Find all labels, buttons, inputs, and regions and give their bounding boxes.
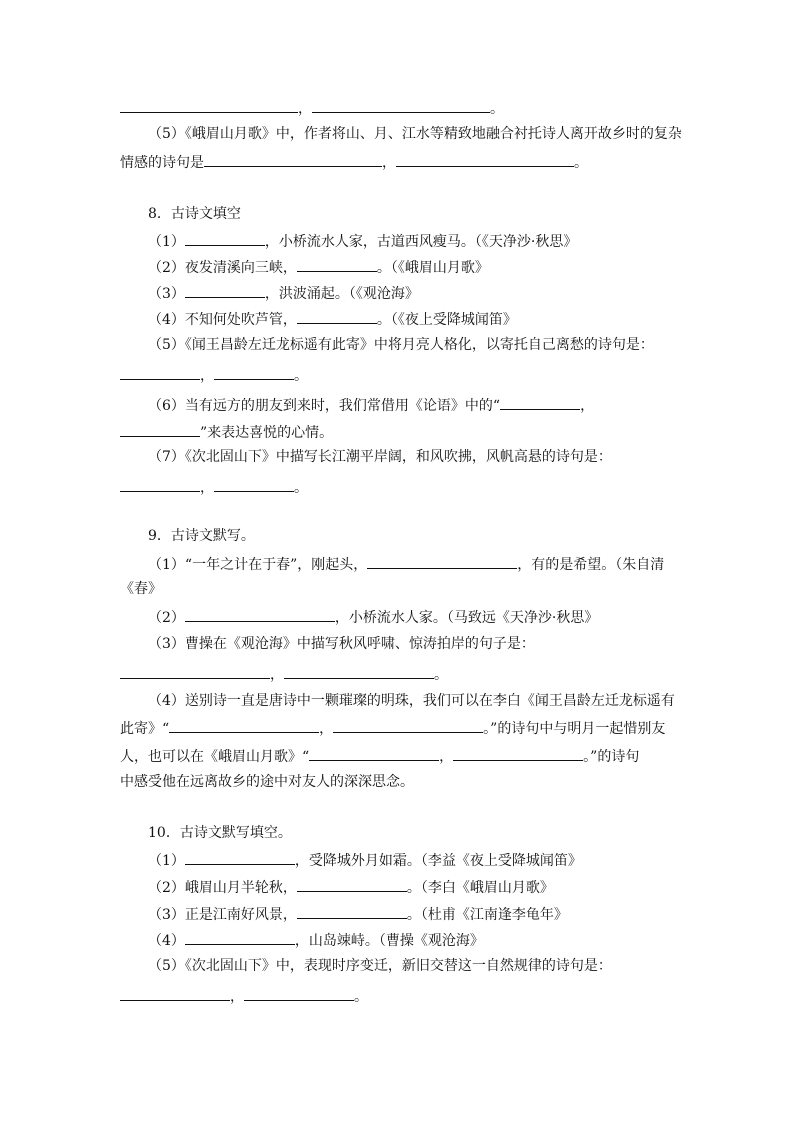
q10-item-4: （4） ，山岛竦峙。（曹操《观沧海》 <box>148 929 484 951</box>
q10-item-5-blanks: ， 。 <box>120 985 368 1007</box>
q8-item-4: （4）不知何处吹芦管， 。（《夜上受降城闻笛》 <box>148 308 517 330</box>
q10-item-1: （1） ，受降城外月如霜。（李益《夜上受降城闻笛》 <box>148 849 582 871</box>
q8-item-7-blanks: ， 。 <box>120 476 308 498</box>
answer-blank[interactable] <box>120 985 230 1001</box>
answer-blank[interactable] <box>367 553 517 569</box>
q8-item-5-blanks: ， 。 <box>120 364 308 386</box>
q9-item-3: （3）曹操在《观沧海》中描写秋风呼啸、惊涛拍岸的句子是： <box>148 636 535 652</box>
answer-blank[interactable] <box>185 282 265 298</box>
q9-item-1-cont: 《春》 <box>120 581 162 597</box>
answer-blank[interactable] <box>169 717 319 733</box>
q9-item-3-blanks: ， 。 <box>120 663 448 685</box>
q9-item-4: （4）送别诗一直是唐诗中一颗璀璨的明珠，我们可以在李白《闻王昌龄左迁龙标遥有 <box>148 693 675 709</box>
answer-blank[interactable] <box>185 849 295 865</box>
answer-blank[interactable] <box>333 717 483 733</box>
q9-title: 9．古诗文默写。 <box>148 528 255 544</box>
answer-blank[interactable] <box>297 903 407 919</box>
q8-item-3: （3） ，洪波涌起。（《观沧海》 <box>148 282 419 304</box>
answer-blank[interactable] <box>185 929 295 945</box>
answer-blank[interactable] <box>185 230 265 246</box>
answer-blank[interactable] <box>214 364 294 380</box>
q7-line-blanks: ， 。 <box>120 97 504 119</box>
answer-blank[interactable] <box>185 606 335 622</box>
q7-item-5-cont: 情感的诗句是 ， 。 <box>120 151 588 173</box>
q8-item-1: （1） ，小桥流水人家，古道西风瘦马。（《天净沙·秋思》 <box>148 230 577 252</box>
q8-item-2: （2）夜发清溪向三峡， 。（《峨眉山月歌》 <box>148 256 489 278</box>
q9-item-1: （1）“一年之计在于春”，刚起头， ，有的是希望。（朱自清 <box>148 553 664 575</box>
q9-item-2: （2） ，小桥流水人家。（马致远《天净沙·秋思》 <box>148 606 598 628</box>
answer-blank[interactable] <box>396 151 574 167</box>
answer-blank[interactable] <box>309 745 439 761</box>
q8-item-6-cont: ”来表达喜悦的心情。 <box>120 421 333 443</box>
answer-blank[interactable] <box>312 97 490 113</box>
q10-item-2: （2）峨眉山月半轮秋， 。（李白《峨眉山月歌》 <box>148 876 554 898</box>
answer-blank[interactable] <box>297 256 377 272</box>
answer-blank[interactable] <box>120 476 200 492</box>
q10-title: 10．古诗文默写填空。 <box>148 825 292 841</box>
answer-blank[interactable] <box>204 151 382 167</box>
answer-blank[interactable] <box>500 394 580 410</box>
answer-blank[interactable] <box>453 745 583 761</box>
q7-item-5: （5）《峨眉山月歌》中，作者将山、月、江水等精致地融合衬托诗人离开故乡时的复杂 <box>148 126 682 142</box>
q9-item-4-line-3: 人，也可以在《峨眉山月歌》“ ， 。”的诗句 <box>120 745 639 767</box>
q8-title: 8．古诗文填空 <box>148 206 241 222</box>
answer-blank[interactable] <box>214 476 294 492</box>
answer-blank[interactable] <box>120 663 270 679</box>
answer-blank[interactable] <box>297 876 407 892</box>
answer-blank[interactable] <box>244 985 354 1001</box>
answer-blank[interactable] <box>120 364 200 380</box>
answer-blank[interactable] <box>120 421 200 437</box>
q8-item-7: （7）《次北固山下》中描写长江潮平岸阔，和风吹拂，风帆高悬的诗句是： <box>148 449 612 465</box>
q10-item-3: （3）正是江南好风景， 。（杜甫《江南逢李龟年》 <box>148 903 568 925</box>
answer-blank[interactable] <box>120 97 298 113</box>
answer-blank[interactable] <box>284 663 434 679</box>
q9-item-4-line-4: 中感受他在远离故乡的途中对友人的深深思念。 <box>120 774 414 790</box>
q10-item-5: （5）《次北固山下》中，表现时序变迁，新旧交替这一自然规律的诗句是： <box>148 958 612 974</box>
q8-item-5: （5）《闻王昌龄左迁龙标遥有此寄》中将月亮人格化，以寄托自己离愁的诗句是： <box>148 337 654 353</box>
answer-blank[interactable] <box>297 308 377 324</box>
q9-item-4-line-2: 此寄》“ ， 。”的诗句中与明月一起惜别友 <box>120 717 665 739</box>
q8-item-6: （6）当有远方的朋友到来时，我们常借用《论语》中的“ ， <box>148 394 594 416</box>
